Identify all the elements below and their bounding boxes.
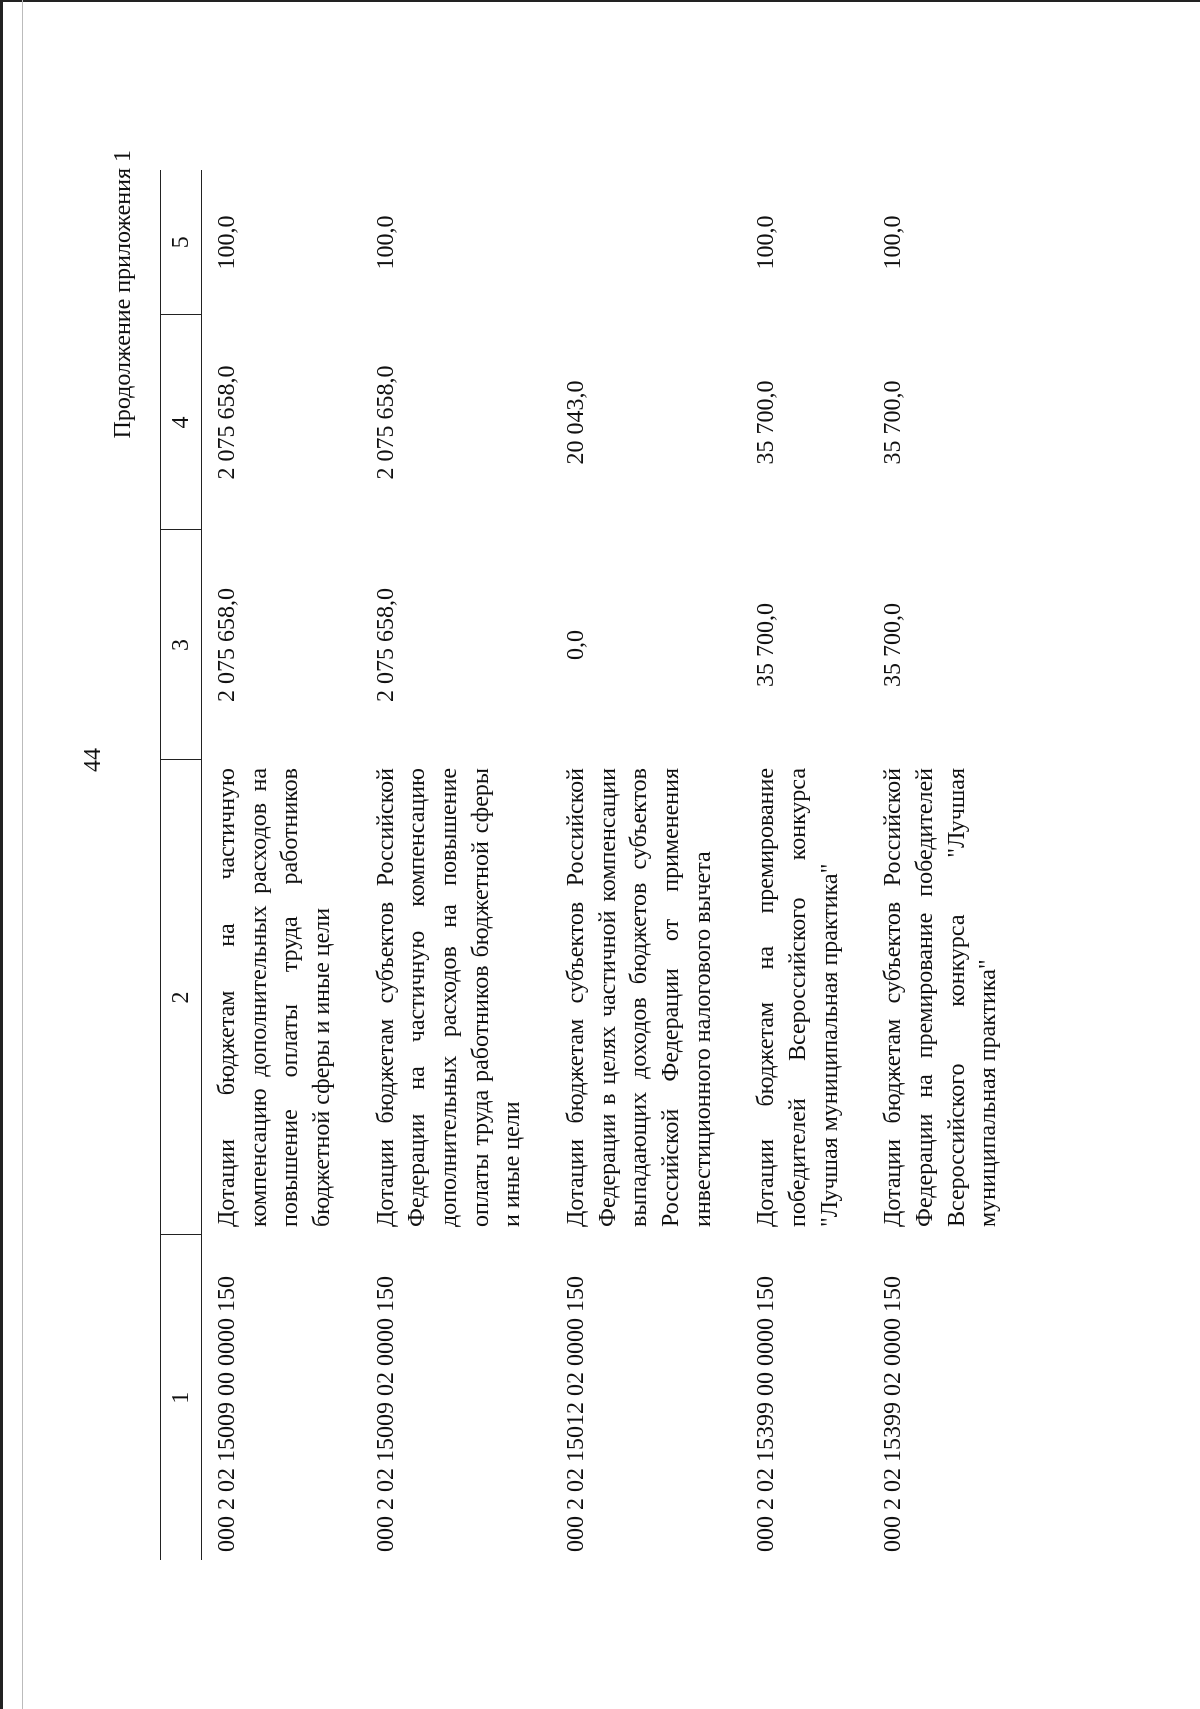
row-actual: 20 043,0 [563,380,590,465]
scan-edge-left [0,0,3,1709]
row-actual: 35 700,0 [753,380,780,465]
scan-edge-shadow [22,0,23,1709]
table-row [868,170,1027,1560]
table-row [741,170,868,1560]
row-actual: 35 700,0 [880,380,907,465]
row-percent [551,170,741,315]
row-plan: 2 075 658,0 [214,588,240,702]
row-description: Дотации бюджетам на частичную компенсацию дополнительных расходов на повышение оплаты труда работников бюджетной сферы и иные цели [214,768,336,1227]
row-code: 000 2 02 15009 00 0000 150 [214,1276,240,1552]
row-actual: 2 075 658,0 [372,365,399,480]
row-description: Дотации бюджетам субъектов Российской Федерации в целях частичной компенсации выпадающих доходов бюджетов субъектов Российской Федерации от применения инвестиционного налогового вычета [563,768,716,1227]
row-description: Дотации бюджетам субъектов Российской Федерации на частичную компенсацию дополнительных расходов на повышение оплаты труда работников бюджетной сферы и иные цели [372,768,526,1227]
row-code: 000 2 02 15012 02 0000 150 [563,1276,590,1552]
row-percent: 100,0 [753,215,780,270]
row-actual: 2 075 658,0 [214,365,240,480]
header-col-1: 1 [161,1235,202,1560]
header-col-5: 5 [161,170,202,315]
page-number: 44 [80,748,106,772]
row-plan: 35 700,0 [753,603,780,687]
row-code: 000 2 02 15009 02 0000 150 [372,1276,399,1552]
header-row [161,170,202,1560]
table-row [551,170,741,1560]
table-row [202,170,361,1560]
scan-edge-top [0,0,1200,2]
continuation-title: Продолжение приложения 1 [110,150,136,439]
row-code: 000 2 02 15399 02 0000 150 [880,1276,907,1552]
rotated-page [60,70,1120,1650]
row-percent: 100,0 [214,215,240,270]
row-percent: 100,0 [372,215,399,270]
row-percent: 100,0 [880,215,907,270]
header-col-4: 4 [161,315,202,530]
row-description: Дотации бюджетам на премирование победителей Всероссийского конкурса "Лучшая муниципальная практика" [753,768,843,1227]
row-code: 000 2 02 15399 00 0000 150 [753,1276,780,1552]
row-description: Дотации бюджетам субъектов Российской Федерации на премирование победителей Всероссийского конкурса "Лучшая муниципальная практика" [880,768,1002,1227]
row-plan: 35 700,0 [880,603,907,687]
budget-table [160,170,1027,1560]
header-col-3: 3 [161,530,202,760]
row-plan: 0,0 [563,630,590,660]
row-plan: 2 075 658,0 [372,588,399,702]
table-row [361,170,551,1560]
header-col-2: 2 [161,760,202,1235]
